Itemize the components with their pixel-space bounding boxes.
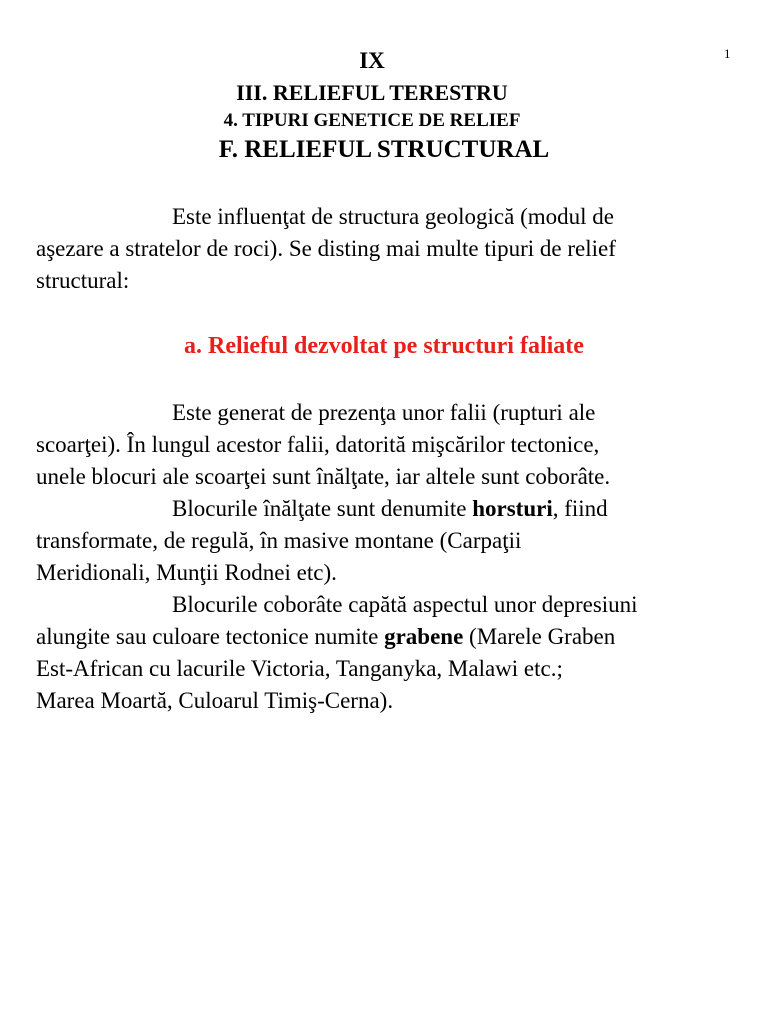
paragraph-line: unele blocuri ale scoarţei sunt înălţate, iar altele sunt coborâte. bbox=[36, 464, 611, 489]
fault-relief-body bbox=[36, 397, 736, 717]
paragraph-line bbox=[36, 621, 736, 653]
paragraph-line: aşezare a stratelor de roci). Se disting mai multe tipuri de relief bbox=[36, 236, 616, 261]
paragraph-line: Marea Moartă, Culoarul Timiş-Cerna). bbox=[36, 688, 394, 713]
term-grabene: grabene bbox=[384, 624, 464, 649]
subchapter-title: 4. TIPURI GENETICE DE RELIEF bbox=[223, 110, 521, 131]
paragraph-line: Est-African cu lacurile Victoria, Tanganyka, Malawi etc.; bbox=[36, 656, 563, 681]
subsection-heading: a. Relieful dezvoltat pe structuri faliate bbox=[184, 333, 584, 359]
page-number: 1 bbox=[724, 46, 731, 61]
text-span: Blocurile coborâte capătă aspectul unor depresiuni bbox=[172, 592, 638, 617]
text-span: Este influenţat de structura geologică (modul de bbox=[172, 204, 614, 229]
text-span: Este generat de prezenţa unor falii (rupturi ale bbox=[172, 400, 596, 425]
chapter-title: III. RELIEFUL TERESTRU bbox=[236, 80, 508, 105]
term-horsturi: horsturi bbox=[472, 496, 553, 521]
paragraph-line bbox=[36, 589, 736, 621]
section-title: F. RELIEFUL STRUCTURAL bbox=[218, 136, 550, 163]
text-span: (Marele Graben bbox=[463, 624, 616, 649]
paragraph-line: scoarţei). În lungul acestor falii, datorită mişcărilor tectonice, bbox=[36, 432, 600, 457]
paragraph-line bbox=[36, 397, 736, 429]
paragraph-line bbox=[36, 201, 736, 233]
paragraph-line: structural: bbox=[36, 268, 130, 293]
intro-paragraph bbox=[36, 201, 736, 297]
paragraph-line: transformate, de regulă, în masive montane (Carpaţii bbox=[36, 528, 522, 553]
text-span: alungite sau culoare tectonice numite bbox=[36, 624, 385, 649]
paragraph-line: Meridionali, Munţii Rodnei etc). bbox=[36, 560, 337, 585]
text-span: Blocurile înălţate sunt denumite bbox=[172, 496, 473, 521]
text-span: , fiind bbox=[552, 496, 608, 521]
chapter-number: IX bbox=[359, 48, 385, 73]
paragraph-line bbox=[36, 493, 736, 525]
